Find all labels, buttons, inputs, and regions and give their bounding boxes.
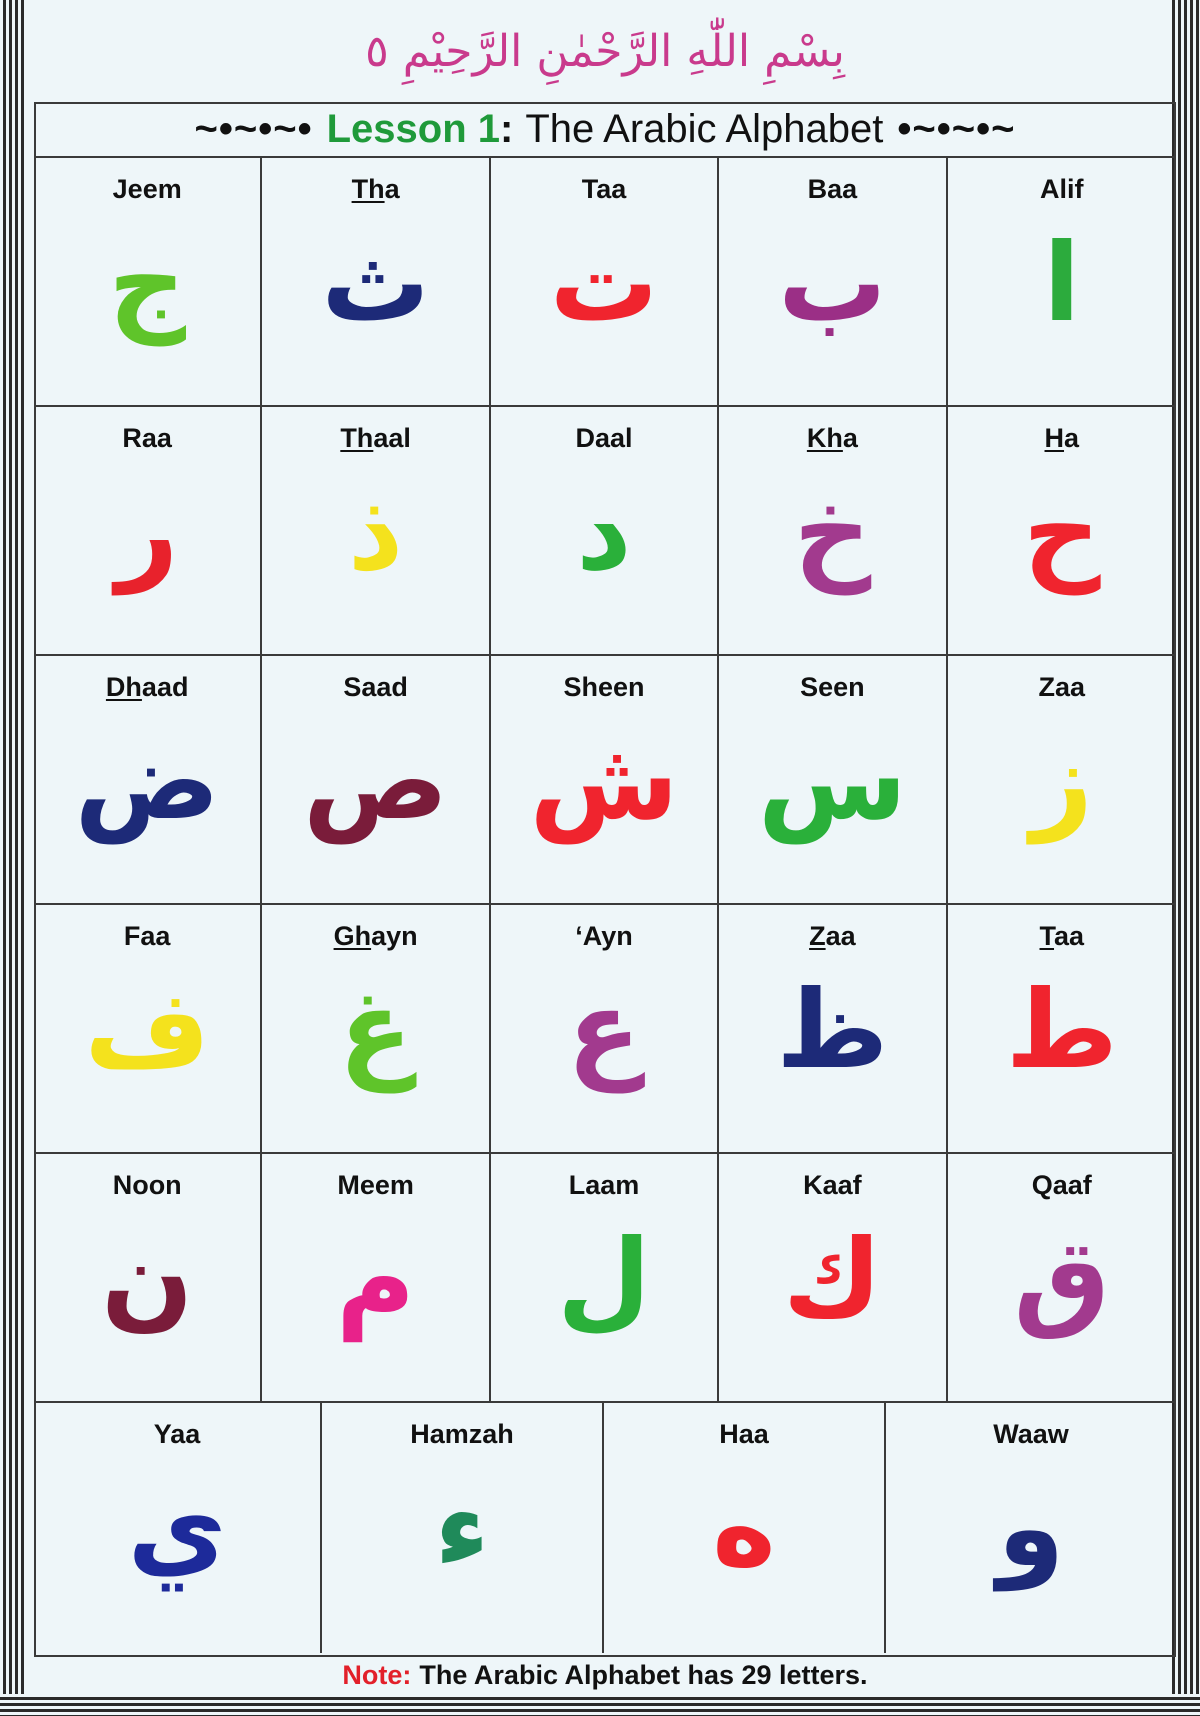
letter-name — [719, 1419, 769, 1453]
letter-cell — [34, 1403, 322, 1653]
letter-cell — [719, 905, 947, 1152]
title-colon: : — [500, 106, 514, 151]
letter-cell — [948, 905, 1176, 1152]
arabic-letter: ث — [321, 221, 430, 346]
arabic-letter: ي — [127, 1466, 227, 1591]
letter-name — [809, 921, 856, 955]
letter-name-text: Kaaf — [803, 1170, 862, 1200]
letter-cell — [262, 656, 490, 903]
letter-name-underlined: H — [1044, 423, 1065, 453]
letter-cell — [262, 905, 490, 1152]
letter-cell — [719, 656, 947, 903]
arabic-letter: غ — [338, 968, 413, 1093]
letter-name-suffix: a — [842, 423, 858, 453]
letter-cell — [34, 905, 262, 1152]
letter-name — [1045, 423, 1080, 457]
arabic-letter: س — [757, 719, 907, 844]
letter-name-text: Taa — [581, 174, 627, 204]
letter-cell — [948, 158, 1176, 405]
letter-name-underlined: T — [1039, 921, 1055, 951]
letter-name-text: Qaaf — [1031, 1170, 1092, 1200]
letter-name-suffix: ayn — [371, 921, 418, 951]
letter-name — [334, 921, 418, 955]
letter-name — [1040, 174, 1084, 208]
letter-name-text: Seen — [800, 672, 865, 702]
letter-cell — [491, 407, 719, 654]
arabic-letter: ط — [1005, 968, 1118, 1093]
letter-cell — [34, 407, 262, 654]
note-text: The Arabic Alphabet has 29 letters. — [419, 1660, 868, 1690]
letter-name-text: Yaa — [153, 1419, 201, 1449]
letter-name — [800, 672, 865, 706]
arabic-letter: د — [576, 470, 632, 595]
letter-cell — [34, 1154, 262, 1401]
letter-row — [34, 407, 1176, 656]
arabic-letter: ف — [84, 968, 210, 1093]
letter-name — [563, 672, 644, 706]
letter-name — [154, 1419, 201, 1453]
title-decoration-right: •~•~•~ — [897, 106, 1016, 151]
letter-name — [575, 423, 632, 457]
letter-cell — [948, 656, 1176, 903]
letter-name — [352, 174, 400, 208]
letter-cell — [262, 158, 490, 405]
letter-name — [106, 672, 189, 706]
arabic-letter: ش — [529, 719, 679, 844]
right-border — [1172, 0, 1200, 1716]
letter-name-underlined: Th — [340, 423, 374, 453]
arabic-letter: ل — [557, 1217, 651, 1342]
letter-cell — [322, 1403, 604, 1653]
letter-name — [1040, 921, 1085, 955]
letter-cell — [491, 158, 719, 405]
letter-name — [410, 1419, 514, 1453]
arabic-letter: ذ — [347, 470, 404, 595]
arabic-letter: ز — [1030, 719, 1093, 844]
arabic-letter: ت — [549, 221, 659, 346]
letter-name-text: Jeem — [112, 174, 182, 204]
letter-name-suffix: a — [384, 174, 400, 204]
letter-cell — [719, 1154, 947, 1401]
arabic-letter: ر — [116, 470, 179, 595]
letter-cell — [948, 1154, 1176, 1401]
arabic-letter: ه — [712, 1466, 776, 1591]
letter-name — [122, 423, 172, 457]
letter-row — [34, 656, 1176, 905]
letter-name-text: Laam — [568, 1170, 640, 1200]
letter-cell — [604, 1403, 886, 1653]
title-text: The Arabic Alphabet — [525, 106, 884, 151]
arabic-letter: و — [997, 1466, 1065, 1591]
note-label: Note: — [342, 1660, 412, 1690]
letter-name-text: ‘Ayn — [575, 921, 633, 951]
letter-name-text: Waaw — [993, 1419, 1069, 1449]
letter-cell — [491, 905, 719, 1152]
letter-name — [340, 423, 411, 457]
arabic-letter: ح — [1022, 470, 1101, 595]
letter-name-text: Baa — [807, 174, 858, 204]
letter-cell — [886, 1403, 1176, 1653]
arabic-letter: خ — [793, 470, 872, 595]
letter-name-underlined: Th — [351, 174, 385, 204]
letter-name-text: Sheen — [563, 672, 645, 702]
letter-row — [34, 158, 1176, 407]
letter-name-text: Alif — [1040, 174, 1084, 204]
letter-name — [575, 921, 633, 955]
letter-cell — [948, 407, 1176, 654]
arabic-letter: ظ — [776, 968, 889, 1093]
letter-name-underlined: Gh — [333, 921, 372, 951]
arabic-letter: ض — [74, 719, 220, 844]
letter-name-text: Hamzah — [410, 1419, 514, 1449]
lesson-title — [34, 102, 1176, 158]
letter-name-text: Raa — [122, 423, 172, 453]
arabic-letter: ب — [778, 221, 887, 346]
letter-name — [113, 1170, 182, 1204]
alphabet-grid — [34, 158, 1176, 1653]
letter-cell — [491, 656, 719, 903]
letter-name-suffix: aa — [1054, 921, 1085, 951]
letter-name-text: Meem — [337, 1170, 414, 1200]
letter-name-underlined: Dh — [105, 672, 142, 702]
letter-name — [124, 921, 171, 955]
letter-name — [1039, 672, 1086, 706]
letter-name-text: Saad — [343, 672, 408, 702]
letter-name — [337, 1170, 414, 1204]
left-border — [0, 0, 26, 1716]
letter-row — [34, 905, 1176, 1154]
title-decoration-left: ~•~•~• — [194, 106, 313, 151]
footer-note — [34, 1657, 1176, 1694]
letter-name-text: Haa — [719, 1419, 769, 1449]
bottom-border — [0, 1694, 1200, 1716]
arabic-letter: م — [336, 1217, 416, 1342]
letter-cell — [262, 1154, 490, 1401]
letter-name — [582, 174, 627, 208]
letter-cell — [719, 407, 947, 654]
letter-row — [34, 1154, 1176, 1403]
letter-name-text: Zaa — [1038, 672, 1086, 702]
arabic-letter: ج — [108, 221, 187, 346]
letter-name — [808, 174, 858, 208]
letter-name-text: Noon — [112, 1170, 182, 1200]
letter-name — [803, 1170, 862, 1204]
letter-name-suffix: aal — [373, 423, 411, 453]
letter-cell — [34, 656, 262, 903]
letter-name — [343, 672, 408, 706]
letter-name-suffix: aad — [141, 672, 189, 702]
letter-cell — [34, 158, 262, 405]
arabic-letter: ء — [434, 1466, 490, 1591]
letter-name — [1032, 1170, 1092, 1204]
letter-name-underlined: Z — [809, 921, 826, 951]
letter-name — [569, 1170, 640, 1204]
arabic-letter: ص — [302, 719, 449, 844]
letter-cell — [719, 158, 947, 405]
arabic-letter: ك — [782, 1217, 882, 1342]
letter-cell — [491, 1154, 719, 1401]
arabic-letter: ع — [567, 968, 641, 1093]
letter-name-suffix: a — [1064, 423, 1080, 453]
letter-cell — [262, 407, 490, 654]
lesson-number: Lesson 1 — [326, 106, 501, 151]
letter-name — [807, 423, 858, 457]
letter-name-suffix: aa — [825, 921, 856, 951]
letter-name — [113, 174, 182, 208]
arabic-letter: ا — [1043, 221, 1081, 346]
arabic-letter: ق — [1013, 1217, 1111, 1342]
bismillah-heading: بِسْمِ اللّٰهِ الرَّحْمٰنِ الرَّحِيْمِ ٥ — [365, 25, 845, 77]
arabic-letter: ن — [101, 1217, 194, 1342]
letter-name — [993, 1419, 1069, 1453]
letter-name-text: Faa — [123, 921, 171, 951]
letter-row — [34, 1403, 1176, 1653]
letter-name-underlined: Kh — [806, 423, 843, 453]
letter-name-text: Daal — [575, 423, 633, 453]
